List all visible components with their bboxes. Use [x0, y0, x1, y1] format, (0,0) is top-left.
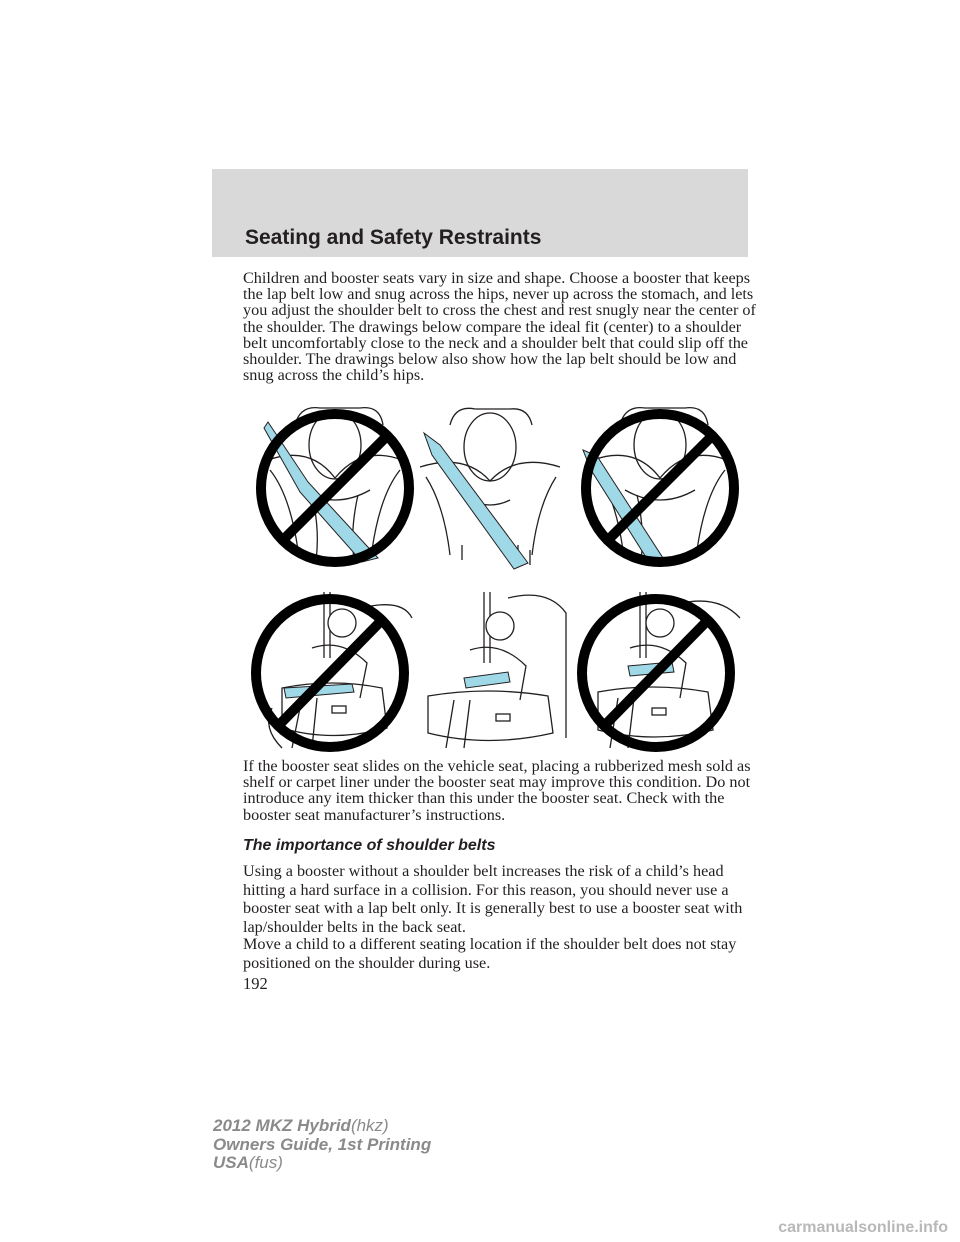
footer-line-guide: Owners Guide, 1st Printing: [213, 1134, 432, 1154]
footer-line-region: USA(fus): [213, 1153, 283, 1172]
footer-line-model: 2012 MKZ Hybrid(hkz): [213, 1116, 389, 1135]
section-title: Seating and Safety Restraints: [245, 226, 542, 249]
shoulder-belt-risk-paragraph: Using a booster without a shoulder belt increases the risk of a child’s head hitting a hard surface in a collision. For this reason, you should never use a booster seat with a lap belt only. It is generally best to use a booster seat with lap/shoulder belts in the back seat.: [243, 862, 743, 936]
lap-belt-correct-illustration: [408, 588, 568, 753]
booster-slide-paragraph: If the booster seat slides on the vehicle seat, placing a rubberized mesh sold as shelf or carpet liner under the booster seat may improve this condition. Do not introduce any item thicker than this under the booster seat. Check with the booster seat manufacturer’s instructions.: [243, 757, 751, 824]
page-number: 192: [243, 974, 268, 993]
lap-belt-wrong-illustration-left: [242, 588, 417, 753]
shoulder-belt-correct-illustration: [410, 405, 570, 575]
shoulder-belt-subheading: The importance of shoulder belts: [243, 837, 496, 854]
move-child-paragraph: Move a child to a different seating location if the shoulder belt does not stay positioned on the shoulder during use.: [243, 935, 737, 972]
intro-paragraph: Children and booster seats vary in size and shape. Choose a booster that keeps the lap belt low and snug across the hips, never up across the stomach, and lets you adjust the shoulder belt to cross the chest and rest snugly near the center of the shoulder. The drawings below compare the ideal fit (center) to a shoulder belt uncomfortably close to the neck and a shoulder belt that could slip off the shoulder. The drawings below also show how the lap belt should be low and snug across the child’s hips.: [243, 269, 756, 385]
site-watermark: carmanualsonline.info: [778, 1219, 948, 1236]
shoulder-belt-near-neck-illustration: [250, 400, 420, 570]
shoulder-belt-off-shoulder-illustration: [575, 400, 745, 570]
lap-belt-wrong-illustration-right: [568, 588, 743, 753]
document-footer: [213, 1117, 431, 1173]
